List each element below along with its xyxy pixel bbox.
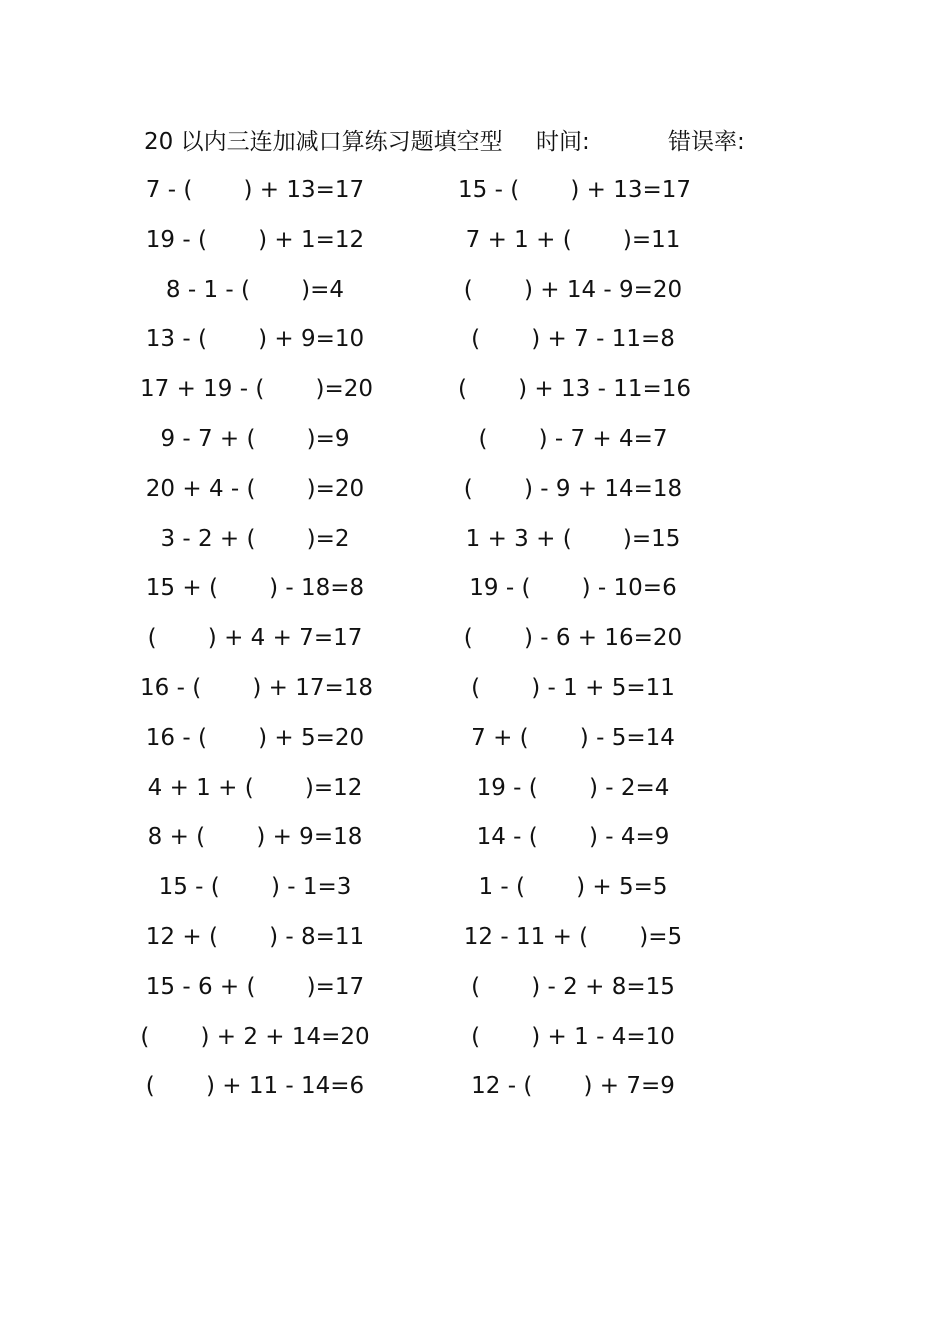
problem-row	[0, 568, 950, 618]
problem-right: ( ) + 7 - 11=8	[471, 326, 675, 353]
problem-row	[0, 967, 950, 1017]
problem-left: 17 + 19 - ( )=20	[140, 376, 374, 403]
problem-left: 15 + ( ) - 18=8	[145, 575, 365, 602]
problem-row	[0, 917, 950, 967]
problem-right: ( ) - 2 + 8=15	[471, 973, 675, 1000]
problem-right: 7 + 1 + ( )=11	[465, 226, 681, 253]
problem-left: 19 - ( ) + 1=12	[145, 226, 365, 253]
time-label: 时间:	[536, 129, 590, 155]
problem-left: 13 - ( ) + 9=10	[145, 326, 365, 353]
problem-right: ( ) - 9 + 14=18	[463, 475, 683, 502]
problem-row	[0, 469, 950, 519]
problem-left: 16 - ( ) + 17=18	[140, 674, 374, 701]
problem-left: 3 - 2 + ( )=2	[160, 525, 350, 552]
problem-row	[0, 319, 950, 369]
problem-row	[0, 1066, 950, 1116]
problem-right: 19 - ( ) - 10=6	[469, 575, 677, 602]
problem-right: 7 + ( ) - 5=14	[471, 724, 675, 751]
problem-left: 8 - 1 - ( )=4	[165, 276, 345, 303]
problem-left: 7 - ( ) + 13=17	[145, 177, 365, 203]
problem-row	[0, 718, 950, 768]
problem-row	[0, 618, 950, 668]
problem-row	[0, 768, 950, 818]
problem-row	[0, 419, 950, 469]
problem-row	[0, 220, 950, 270]
problem-left: 15 - ( ) - 1=3	[158, 874, 352, 901]
problem-right: 12 - 11 + ( )=5	[463, 923, 683, 950]
problem-row	[0, 668, 950, 718]
problem-row	[0, 270, 950, 320]
problem-row	[0, 1017, 950, 1067]
problem-left: ( ) + 11 - 14=6	[145, 1073, 365, 1100]
problem-left: 16 - ( ) + 5=20	[145, 724, 365, 751]
problem-left: ( ) + 2 + 14=20	[140, 1023, 370, 1050]
problem-row	[0, 170, 950, 220]
error-rate-label: 错误率:	[668, 129, 745, 155]
problem-left: ( ) + 4 + 7=17	[147, 625, 363, 652]
problem-right: 1 + 3 + ( )=15	[465, 525, 681, 552]
problem-left: 20 + 4 - ( )=20	[145, 475, 365, 502]
worksheet-title: 20 以内三连加减口算练习题填空型	[144, 129, 503, 155]
problem-right: ( ) + 14 - 9=20	[463, 276, 683, 303]
problem-right: 19 - ( ) - 2=4	[476, 774, 670, 801]
problem-right: 14 - ( ) - 4=9	[476, 824, 670, 851]
problem-row	[0, 867, 950, 917]
problem-right: ( ) + 1 - 4=10	[471, 1023, 675, 1050]
problem-left: 4 + 1 + ( )=12	[147, 774, 363, 801]
problem-row	[0, 817, 950, 867]
problem-right: 1 - ( ) + 5=5	[478, 874, 668, 901]
problem-left: 8 + ( ) + 9=18	[147, 824, 363, 851]
problem-right: 15 - ( ) + 13=17	[458, 177, 692, 203]
problem-right: 12 - ( ) + 7=9	[471, 1073, 675, 1100]
problem-left: 12 + ( ) - 8=11	[145, 923, 365, 950]
problem-row	[0, 519, 950, 569]
problem-list	[0, 170, 950, 1116]
worksheet-header	[144, 124, 784, 160]
problem-right: ( ) - 1 + 5=11	[471, 674, 675, 701]
problem-left: 9 - 7 + ( )=9	[160, 425, 350, 452]
problem-row	[0, 369, 950, 419]
problem-left: 15 - 6 + ( )=17	[145, 973, 365, 1000]
problem-right: ( ) - 7 + 4=7	[478, 425, 668, 452]
problem-right: ( ) + 13 - 11=16	[458, 376, 692, 403]
problem-right: ( ) - 6 + 16=20	[463, 625, 683, 652]
